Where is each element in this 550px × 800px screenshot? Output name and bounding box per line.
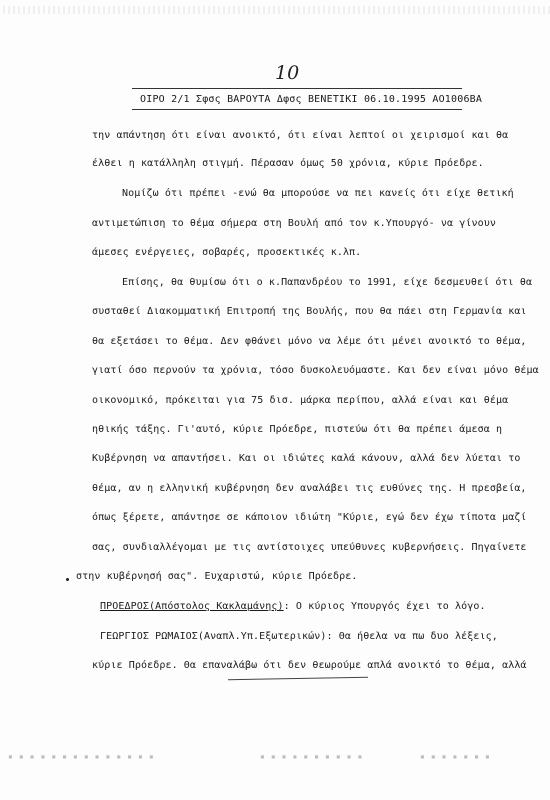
body-line: Κυβέρνηση να απαντήσει. Και οι ιδιώτες καλά κάνουν, αλλά δεν λύεται το (92, 453, 521, 464)
body-line: όπως ξέρετε, απάντησε σε κάποιον ιδιώτη "Κύριε, εγώ δεν έχω τίποτα μαζί (92, 512, 527, 523)
speaker-name: ΠΡΟΕΔΡΟΣ(Απόστολος Κακλαμάνης) (100, 601, 284, 612)
margin-dot (66, 578, 69, 581)
body-line: ηθικής τάξης. Γι'αυτό, κύριε Πρόεδρε, πιστεύω ότι θα πρέπει άμεσα η (92, 424, 503, 435)
body-line: έλθει η κατάλληλη στιγμή. Πέρασαν όμως 50 χρόνια, κύριε Πρόεδρε. (92, 158, 484, 169)
handwritten-stroke (228, 677, 368, 680)
body-line: άμεσες ενέργειες, σοβαρές, προσεκτικές κ.λπ. (92, 247, 362, 258)
body-line: συσταθεί Διακομματική Επιτροπή της Βουλής, που θα πάει στη Γερμανία και (92, 306, 527, 317)
speaker-line (100, 631, 498, 642)
body-line: σας, συνδιαλλέγομαι με τις αντίστοιχες υπεύθυνες κυβερνήσεις. Πηγαίνετε (92, 542, 527, 553)
body-line: αντιμετώπιση το θέμα σήμερα στη Βουλή από τον κ.Υπουργό- να γίνουν (92, 218, 496, 229)
page-number: 10 (275, 62, 300, 84)
scan-artifact-footer: ▪ ▪ ▪ ▪ ▪ ▪ ▪ ▪ ▪ ▪ ▪ ▪ ▪ ▪ ▪ ▪ ▪ ▪ ▪ ▪ ▪ ▪ ▪ ▪ ▪ ▪ ▪ ▪ ▪ ▪ ▪ (8, 752, 491, 761)
body-line: γιατί όσο περνούν τα χρόνια, τόσο δυσκολευόμαστε. Και δεν είναι μόνο θέμα (92, 365, 539, 376)
body-line: κύριε Πρόεδρε. Θα επαναλάβω ότι δεν θεωρούμε απλά ανοικτό το θέμα, αλλά (92, 660, 527, 671)
speaker-text: : Ο κύριος Υπουργός έχει το λόγο. (283, 601, 486, 612)
speaker-name: ΓΕΩΡΓΙΟΣ ΡΩΜΑΙΟΣ(Αναπλ.Υπ.Εξωτερικών) (100, 631, 327, 642)
body-line: Επίσης, θα θυμίσω ότι ο κ.Παπανδρέου το 1991, είχε δεσμευθεί ότι θα (122, 277, 533, 288)
body-line: οικονομικό, πρόκειται για 75 δισ. μάρκα περίπου, αλλά είναι και θέμα (92, 395, 509, 406)
body-line: θα εξετάσει το θέμα. Δεν φθάνει μόνο να λέμε ότι μένει ανοικτό το θέμα, (92, 336, 527, 347)
header-rule-top (132, 88, 462, 89)
body-line: την απάντηση ότι είναι ανοικτό, ότι είναι λεπτοί οι χειρισμοί και θα (92, 130, 509, 141)
body-line: στην κυβέρνησή σας". Ευχαριστώ, κύριε Πρόεδρε. (76, 571, 358, 582)
header-rule-bottom (132, 109, 462, 110)
document-header: ΟΙΡΟ 2/1 Σφσς ΒΑΡΟΥΤΑ Δφσς ΒΕΝΕΤΙΚΙ 06.10.1995 ΑΟ1006ΒΑ (140, 94, 483, 105)
speaker-text: : Θα ήθελα να πω δυο λέξεις, (326, 631, 498, 642)
body-line: θέμα, αν η ελληνική κυβέρνηση δεν αναλάβει τις ευθύνες της. Η πρεσβεία, (92, 483, 527, 494)
body-line: Νομίζω ότι πρέπει -ενώ θα μπορούσε να πει κανείς ότι είχε θετική (122, 188, 514, 199)
speaker-line (100, 601, 486, 612)
scan-artifact-top (0, 6, 550, 14)
